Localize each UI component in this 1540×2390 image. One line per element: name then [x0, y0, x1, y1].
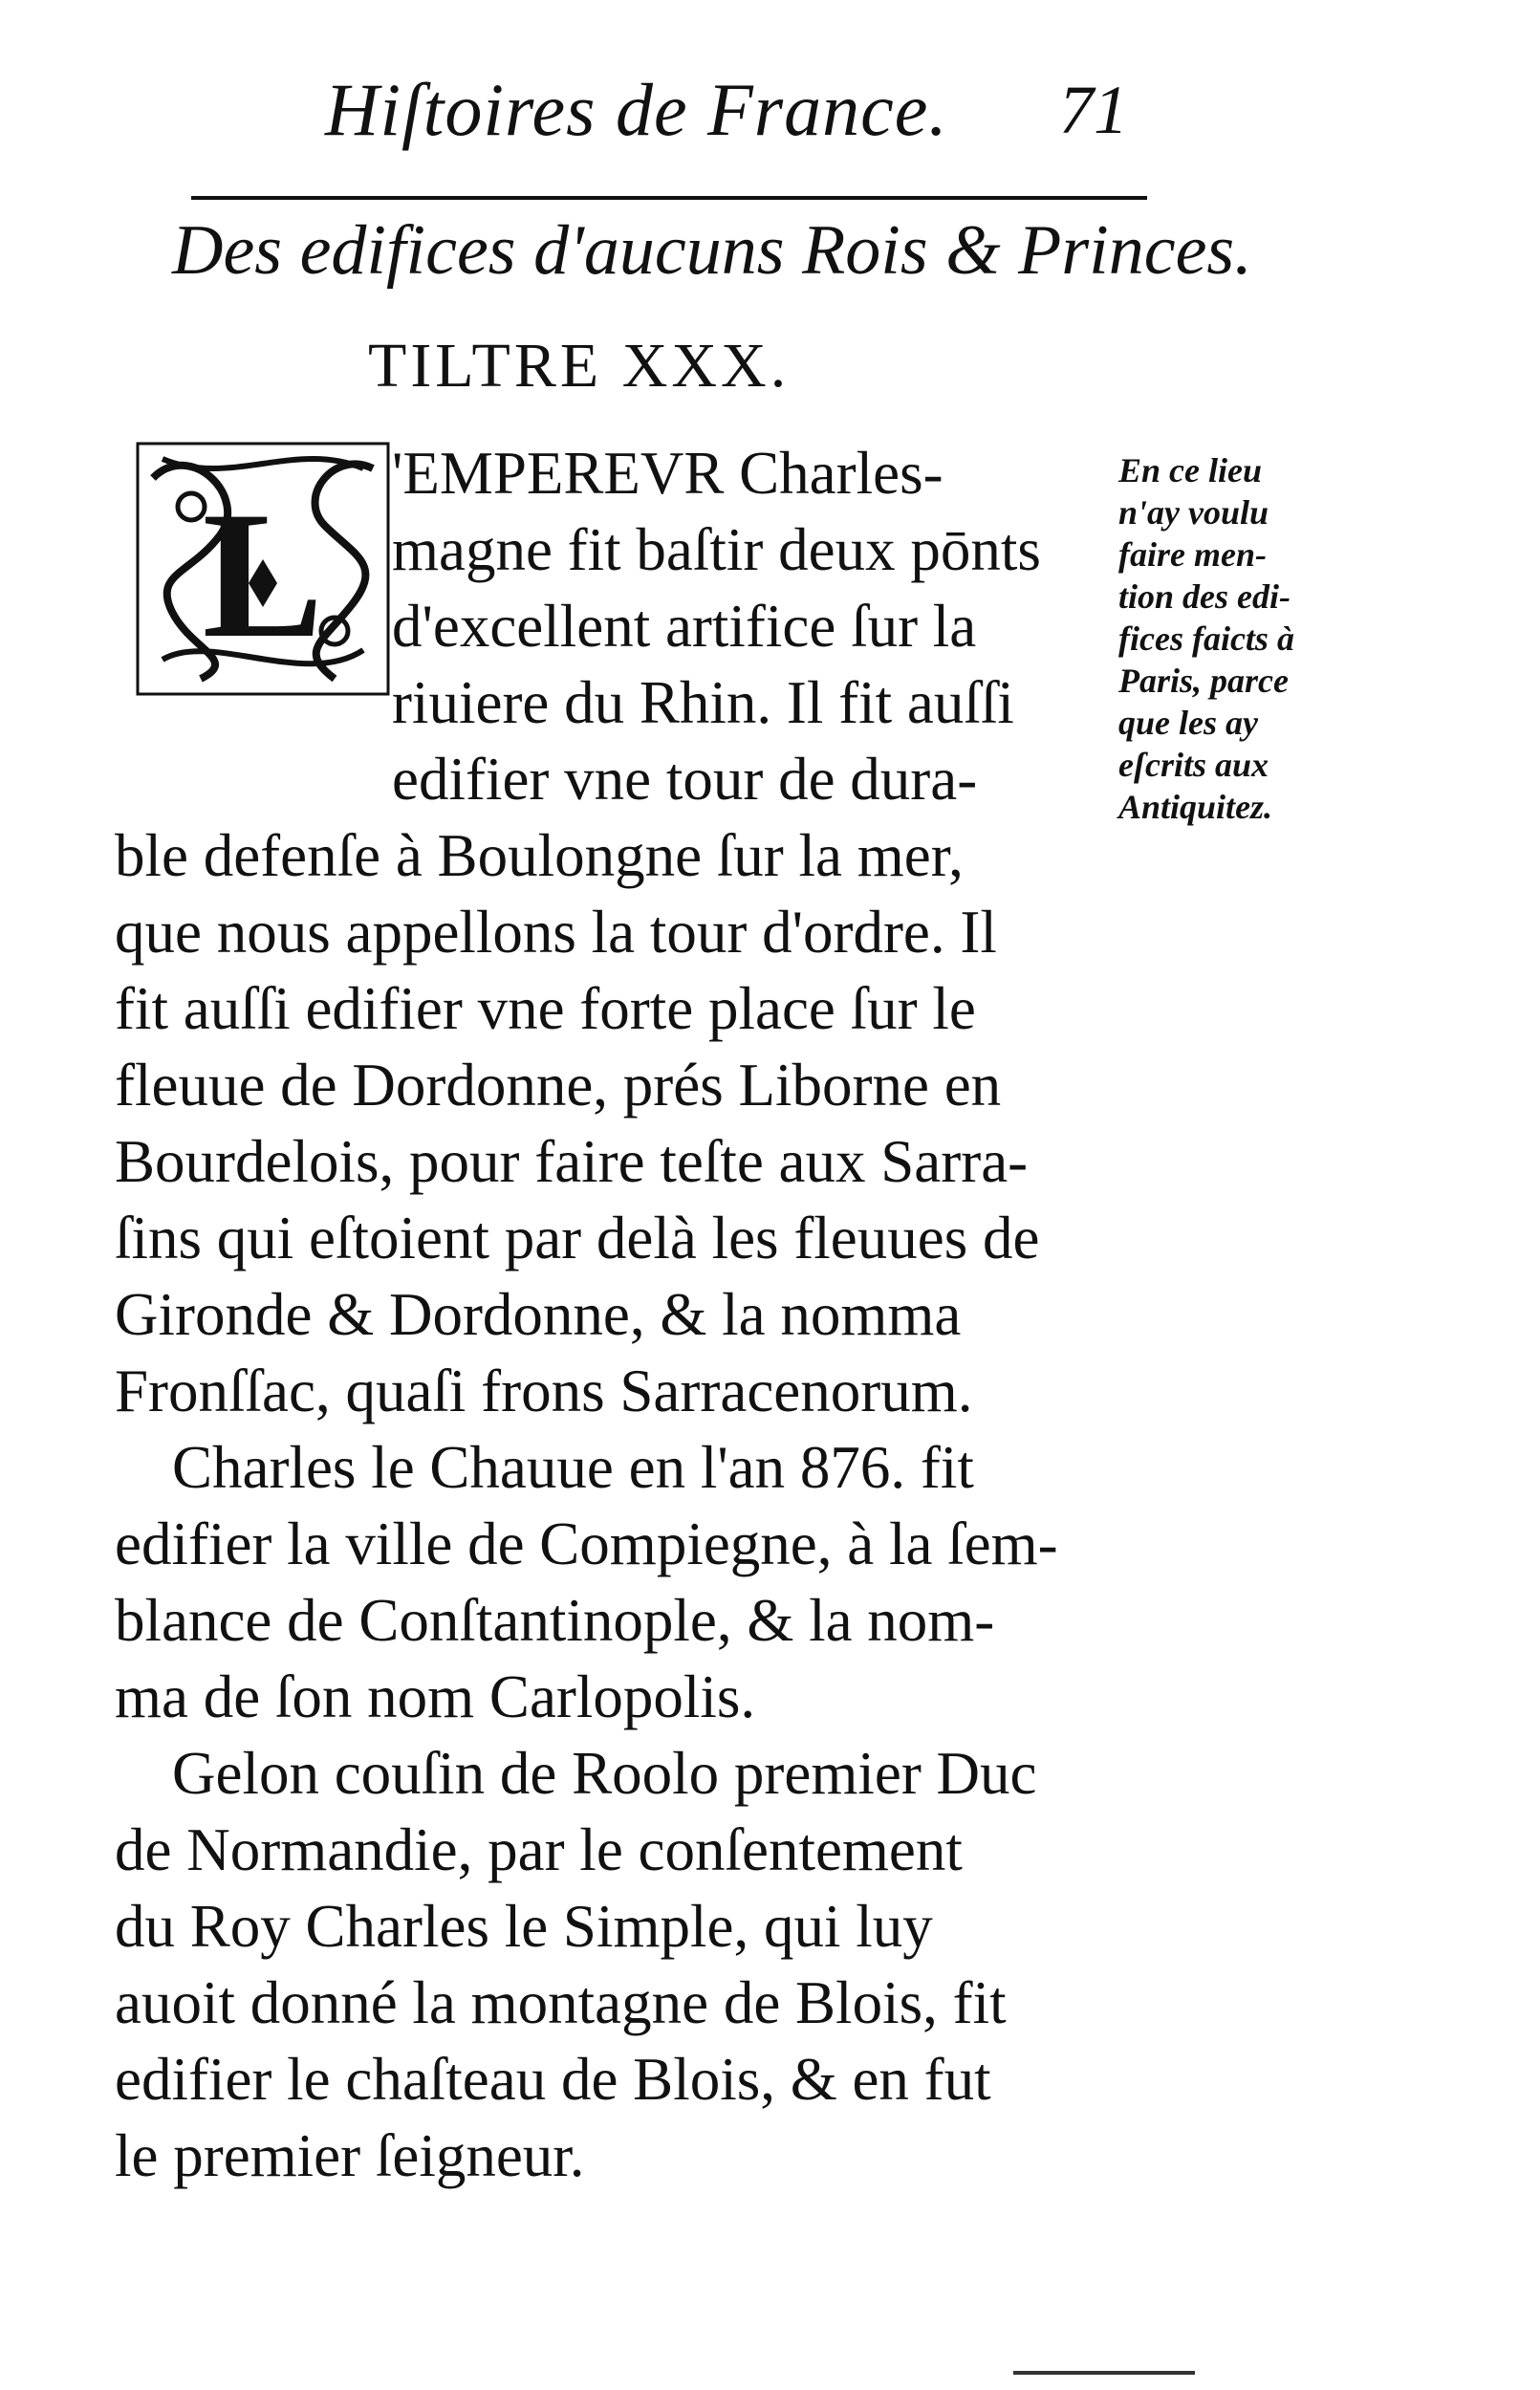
body-line: auoit donné la montagne de Blois, fit: [115, 1969, 1007, 2036]
marginal-note-line: faire men-: [1118, 535, 1267, 574]
body-line: ma de ſon nom Carlopolis.: [115, 1663, 756, 1730]
body-line: fit auſſi edifier vne forte place ſur le: [115, 975, 976, 1042]
body-line: que nous appellons la tour d'ordre. Il: [115, 899, 997, 966]
body-line: de Normandie, par le conſentement: [115, 1816, 963, 1883]
body-line: edifier le chaſteau de Blois, & en fut: [115, 2046, 991, 2113]
running-head: [325, 57, 1147, 163]
body-line: Gironde & Dordonne, & la nomma: [115, 1281, 962, 1348]
body-line: fleuue de Dordonne, prés Liborne en: [115, 1052, 1002, 1119]
title-number: TILTRE XXX.: [368, 331, 791, 401]
bottom-rule: [1013, 2371, 1195, 2375]
body-line: edifier la ville de Compiegne, à la ſem-: [115, 1510, 1058, 1577]
marginal-note-line: Paris, parce: [1118, 662, 1289, 700]
marginal-note-line: n'ay voulu: [1118, 493, 1269, 532]
marginal-note-line: En ce lieu: [1118, 451, 1262, 489]
body-line: Fronſſac, quaſi frons Sarracenorum.: [115, 1358, 973, 1424]
page-number: 71: [1059, 72, 1128, 148]
body-line: Charles le Chauue en l'an 876. fit: [172, 1434, 974, 1501]
body-line: edifier vne tour de dura-: [392, 746, 978, 813]
running-title: Hiſtoires de France.: [325, 68, 948, 151]
body-line: du Roy Charles le Simple, qui luy: [115, 1893, 933, 1960]
marginal-note: [1118, 449, 1348, 828]
marginal-note-line: que les ay: [1118, 704, 1258, 742]
body-line: Gelon couſin de Roolo premier Duc: [172, 1740, 1037, 1807]
section-heading: Des edifices d'aucuns Rois & Princes.: [172, 211, 1252, 290]
body-text: [115, 435, 1128, 2194]
drop-cap-letter: L: [202, 475, 324, 676]
body-line: Bourdelois, pour faire teſte aux Sarra-: [115, 1128, 1029, 1195]
marginal-note-line: eſcrits aux: [1118, 746, 1269, 784]
header-rule: [191, 196, 1147, 200]
marginal-note-line: fices faicts à: [1118, 619, 1294, 658]
body-line: ble defenſe à Boulongne ſur la mer,: [115, 822, 964, 889]
body-line: riuiere du Rhin. Il fit auſſi: [392, 669, 1014, 736]
body-line: ſins qui eſtoient par delà les fleuues de: [115, 1205, 1040, 1271]
body-line: blance de Conſtantinople, & la nom-: [115, 1587, 995, 1654]
body-line: d'excellent artifice ſur la: [392, 593, 977, 660]
body-line: le premier ſeigneur.: [115, 2122, 585, 2189]
body-line: 'EMPEREVR Charles-: [392, 440, 944, 507]
marginal-note-line: tion des edi-: [1118, 577, 1291, 616]
marginal-note-line: Antiquitez.: [1118, 788, 1273, 826]
body-line: magne fit baſtir deux pōnts: [392, 516, 1041, 583]
